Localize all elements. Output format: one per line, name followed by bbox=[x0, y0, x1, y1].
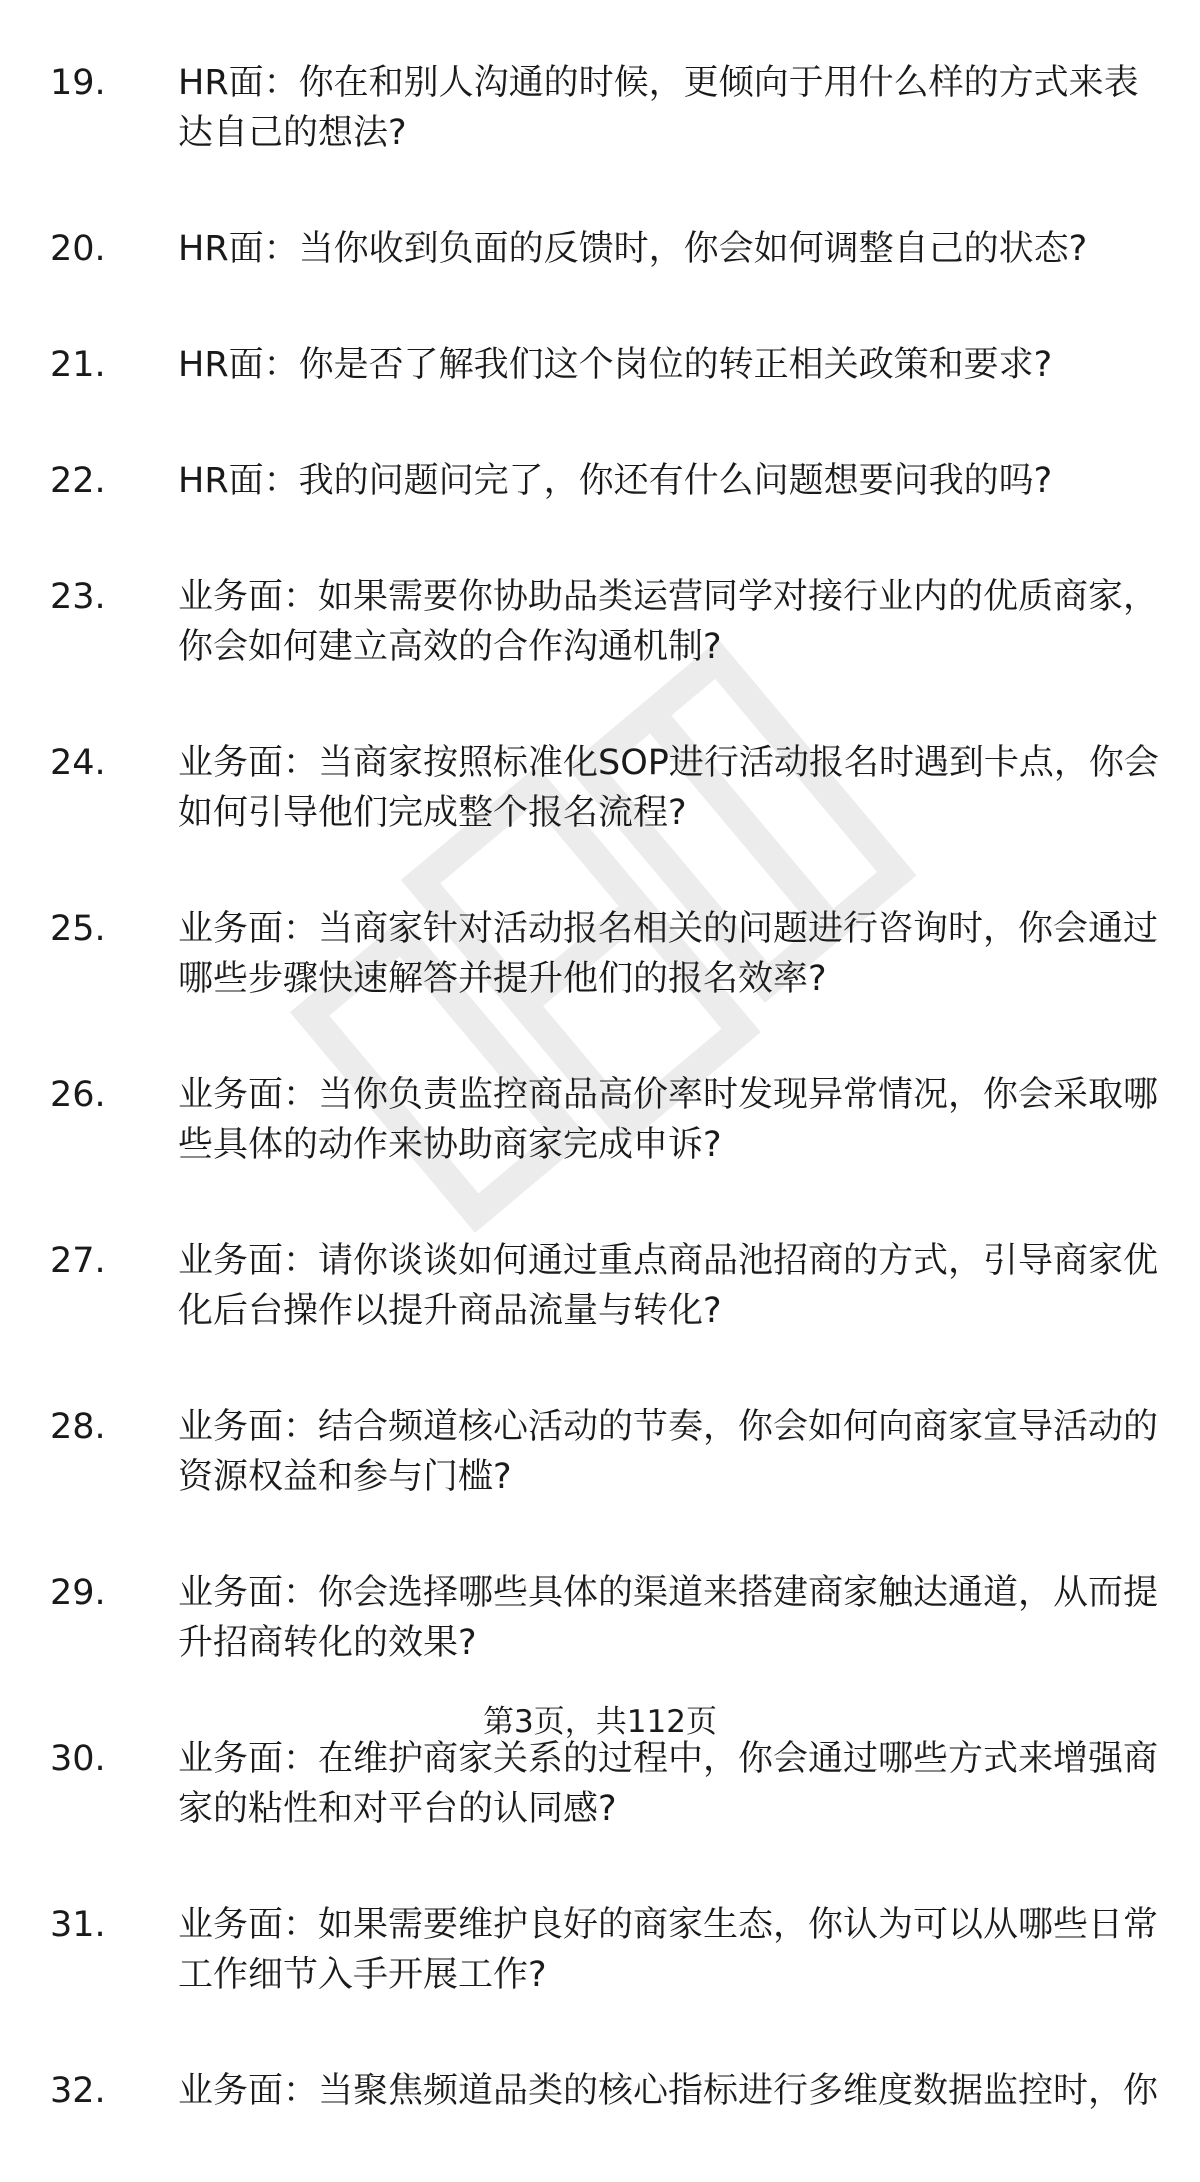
question-text: 业务面：当你负责监控商品高价率时发现异常情况，你会采取哪些具体的动作来协助商家完成申诉? bbox=[178, 1075, 1159, 1165]
question-number: 25. bbox=[50, 909, 106, 949]
question-item bbox=[50, 2066, 1160, 2116]
question-text: 业务面：如果需要维护良好的商家生态，你认为可以从哪些日常工作细节入手开展工作? bbox=[178, 1905, 1159, 1995]
question-item bbox=[50, 1734, 1160, 1834]
question-item bbox=[50, 224, 1160, 274]
question-text: HR面：你在和别人沟通的时候，更倾向于用什么样的方式来表达自己的想法? bbox=[178, 63, 1139, 153]
question-number: 29. bbox=[50, 1573, 106, 1613]
question-text: HR面：当你收到负面的反馈时，你会如何调整自己的状态? bbox=[178, 229, 1088, 269]
question-number: 22. bbox=[50, 461, 106, 501]
question-text: 业务面：结合频道核心活动的节奏，你会如何向商家宣导活动的资源权益和参与门槛? bbox=[178, 1407, 1159, 1497]
question-number: 20. bbox=[50, 229, 106, 269]
question-number: 30. bbox=[50, 1739, 106, 1779]
page-footer: 第3页，共112页 bbox=[483, 1704, 717, 1740]
question-list bbox=[50, 58, 1160, 2182]
question-number: 23. bbox=[50, 577, 106, 617]
question-item bbox=[50, 340, 1160, 390]
question-number: 19. bbox=[50, 63, 106, 103]
question-number: 21. bbox=[50, 345, 106, 385]
question-item bbox=[50, 1236, 1160, 1336]
question-item bbox=[50, 1900, 1160, 2000]
question-item bbox=[50, 904, 1160, 1004]
question-number: 28. bbox=[50, 1407, 106, 1447]
question-number: 31. bbox=[50, 1905, 106, 1945]
question-item bbox=[50, 456, 1160, 506]
question-item bbox=[50, 572, 1160, 672]
question-text: 业务面：如果需要你协助品类运营同学对接行业内的优质商家，你会如何建立高效的合作沟通机制? bbox=[178, 577, 1159, 667]
question-text: HR面：你是否了解我们这个岗位的转正相关政策和要求? bbox=[178, 345, 1053, 385]
question-item bbox=[50, 1402, 1160, 1502]
question-item bbox=[50, 58, 1160, 158]
question-text: 业务面：请你谈谈如何通过重点商品池招商的方式，引导商家优化后台操作以提升商品流量与转化? bbox=[178, 1241, 1159, 1331]
question-text: 业务面：你会选择哪些具体的渠道来搭建商家触达通道，从而提升招商转化的效果? bbox=[178, 1573, 1159, 1663]
question-item bbox=[50, 1070, 1160, 1170]
question-text: 业务面：当商家针对活动报名相关的问题进行咨询时，你会通过哪些步骤快速解答并提升他们的报名效率? bbox=[178, 909, 1159, 999]
question-text: 业务面：当聚焦频道品类的核心指标进行多维度数据监控时，你 bbox=[178, 2071, 1159, 2111]
question-item bbox=[50, 738, 1160, 838]
question-text: 业务面：在维护商家关系的过程中，你会通过哪些方式来增强商家的粘性和对平台的认同感? bbox=[178, 1739, 1159, 1829]
question-text: 业务面：当商家按照标准化SOP进行活动报名时遇到卡点，你会如何引导他们完成整个报名流程? bbox=[178, 743, 1159, 833]
question-item bbox=[50, 1568, 1160, 1668]
question-number: 32. bbox=[50, 2071, 106, 2111]
question-number: 24. bbox=[50, 743, 106, 783]
question-number: 27. bbox=[50, 1241, 106, 1281]
question-number: 26. bbox=[50, 1075, 106, 1115]
question-text: HR面：我的问题问完了，你还有什么问题想要问我的吗? bbox=[178, 461, 1053, 501]
